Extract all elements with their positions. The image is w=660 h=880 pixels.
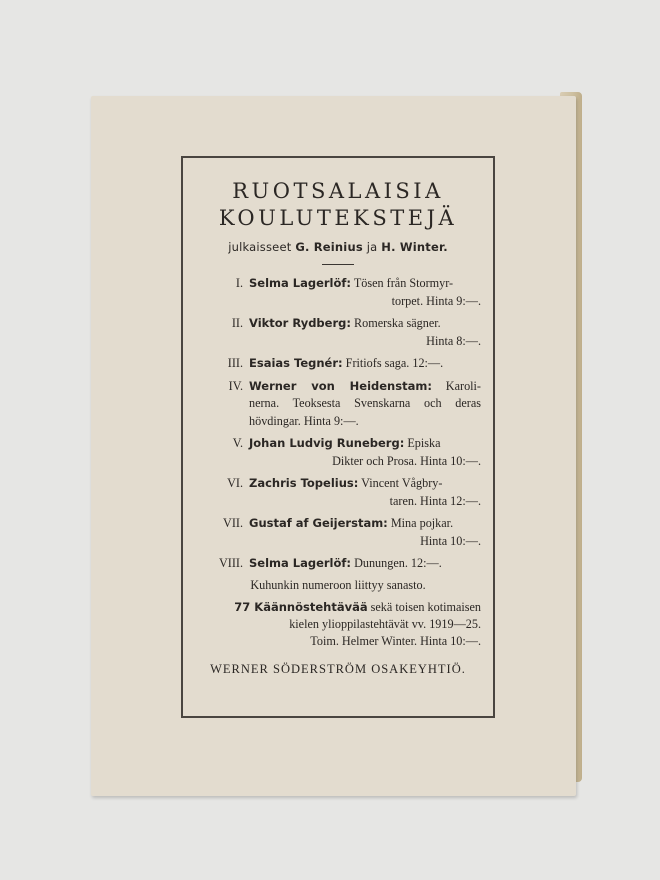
exercises-title: 77 Käännöstehtävää bbox=[234, 599, 368, 614]
editor-1: G. Reinius bbox=[295, 240, 363, 254]
item-author: Gustaf af Geijerstam: bbox=[249, 516, 388, 530]
item-author: Selma Lagerlöf: bbox=[249, 556, 352, 570]
editor-2: H. Winter. bbox=[381, 240, 448, 254]
item-body bbox=[249, 435, 481, 470]
item-continuation: nerna. Teoksesta Svenskarna och deras hövdingar. Hinta 9:—. bbox=[249, 396, 481, 428]
item-continuation: Hinta 8:—. bbox=[426, 333, 481, 348]
item-text: Karoli- bbox=[445, 378, 481, 393]
item-body bbox=[249, 475, 481, 510]
item-continuation: Dikter och Prosa. Hinta 10:—. bbox=[332, 453, 481, 468]
list-item bbox=[191, 275, 481, 310]
exercises-line2: kielen ylioppilastehtävät vv. 1919—25. bbox=[289, 616, 481, 631]
item-author: Werner von Heidenstam: bbox=[249, 378, 432, 393]
publisher-name: WERNER SÖDERSTRÖM OSAKEYHTIÖ. bbox=[210, 661, 466, 676]
item-body bbox=[249, 515, 481, 550]
item-text: Episka bbox=[407, 436, 441, 450]
item-continuation: torpet. Hinta 9:—. bbox=[391, 293, 481, 308]
list-item bbox=[191, 315, 481, 350]
item-text: Romerska sägner. bbox=[354, 316, 441, 330]
editors-join: ja bbox=[366, 240, 378, 254]
exercises-line3: Toim. Helmer Winter. Hinta 10:—. bbox=[310, 633, 481, 648]
item-body bbox=[249, 275, 481, 310]
list-item bbox=[191, 435, 481, 470]
item-continuation: Hinta 10:—. bbox=[420, 533, 481, 548]
series-title-line2: KOULUTEKSTEJÄ bbox=[218, 206, 458, 230]
item-author: Zachris Topelius: bbox=[249, 476, 359, 490]
item-author: Esaias Tegnér: bbox=[249, 356, 343, 370]
divider-rule bbox=[322, 264, 354, 265]
item-number: VIII. bbox=[218, 556, 243, 570]
item-text: Dunungen. 12:—. bbox=[354, 556, 442, 570]
item-author: Johan Ludvig Runeberg: bbox=[249, 436, 405, 450]
exercises-text1: sekä toisen kotimaisen bbox=[370, 599, 481, 614]
series-title bbox=[183, 178, 493, 232]
item-body bbox=[249, 378, 481, 431]
item-author: Viktor Rydberg: bbox=[249, 316, 351, 330]
advertisement-frame bbox=[181, 156, 495, 718]
item-body bbox=[249, 315, 481, 350]
item-text: Mina pojkar. bbox=[390, 516, 454, 530]
list-item bbox=[191, 378, 481, 431]
series-title-line1: RUOTSALAISIA bbox=[232, 179, 444, 203]
item-text: Fritiofs saga. 12:—. bbox=[345, 356, 444, 370]
item-number: V. bbox=[232, 436, 243, 450]
exercises-line1 bbox=[201, 599, 481, 616]
item-continuation: taren. Hinta 12:—. bbox=[389, 493, 481, 508]
item-author: Selma Lagerlöf: bbox=[249, 276, 352, 290]
list-item bbox=[191, 355, 481, 373]
item-number: VII. bbox=[223, 516, 243, 530]
list-item bbox=[191, 475, 481, 510]
item-number: II. bbox=[231, 316, 243, 330]
list-item bbox=[191, 555, 481, 573]
item-number: III. bbox=[227, 356, 243, 370]
item-body bbox=[249, 555, 481, 573]
item-body bbox=[249, 355, 481, 373]
editors-prefix: julkaisseet bbox=[228, 240, 292, 254]
item-number: IV. bbox=[228, 378, 243, 393]
item-text: Tösen från Stormyr- bbox=[353, 276, 454, 290]
item-number: VI. bbox=[227, 476, 243, 490]
translation-exercises bbox=[183, 599, 493, 650]
title-list bbox=[183, 275, 493, 573]
item-number: I. bbox=[235, 276, 243, 290]
editors-line bbox=[183, 240, 493, 254]
list-item bbox=[191, 515, 481, 550]
vocabulary-note: Kuhunkin numeroon liittyy sanasto. bbox=[250, 577, 426, 592]
item-text: Vincent Vågbry- bbox=[361, 476, 443, 490]
